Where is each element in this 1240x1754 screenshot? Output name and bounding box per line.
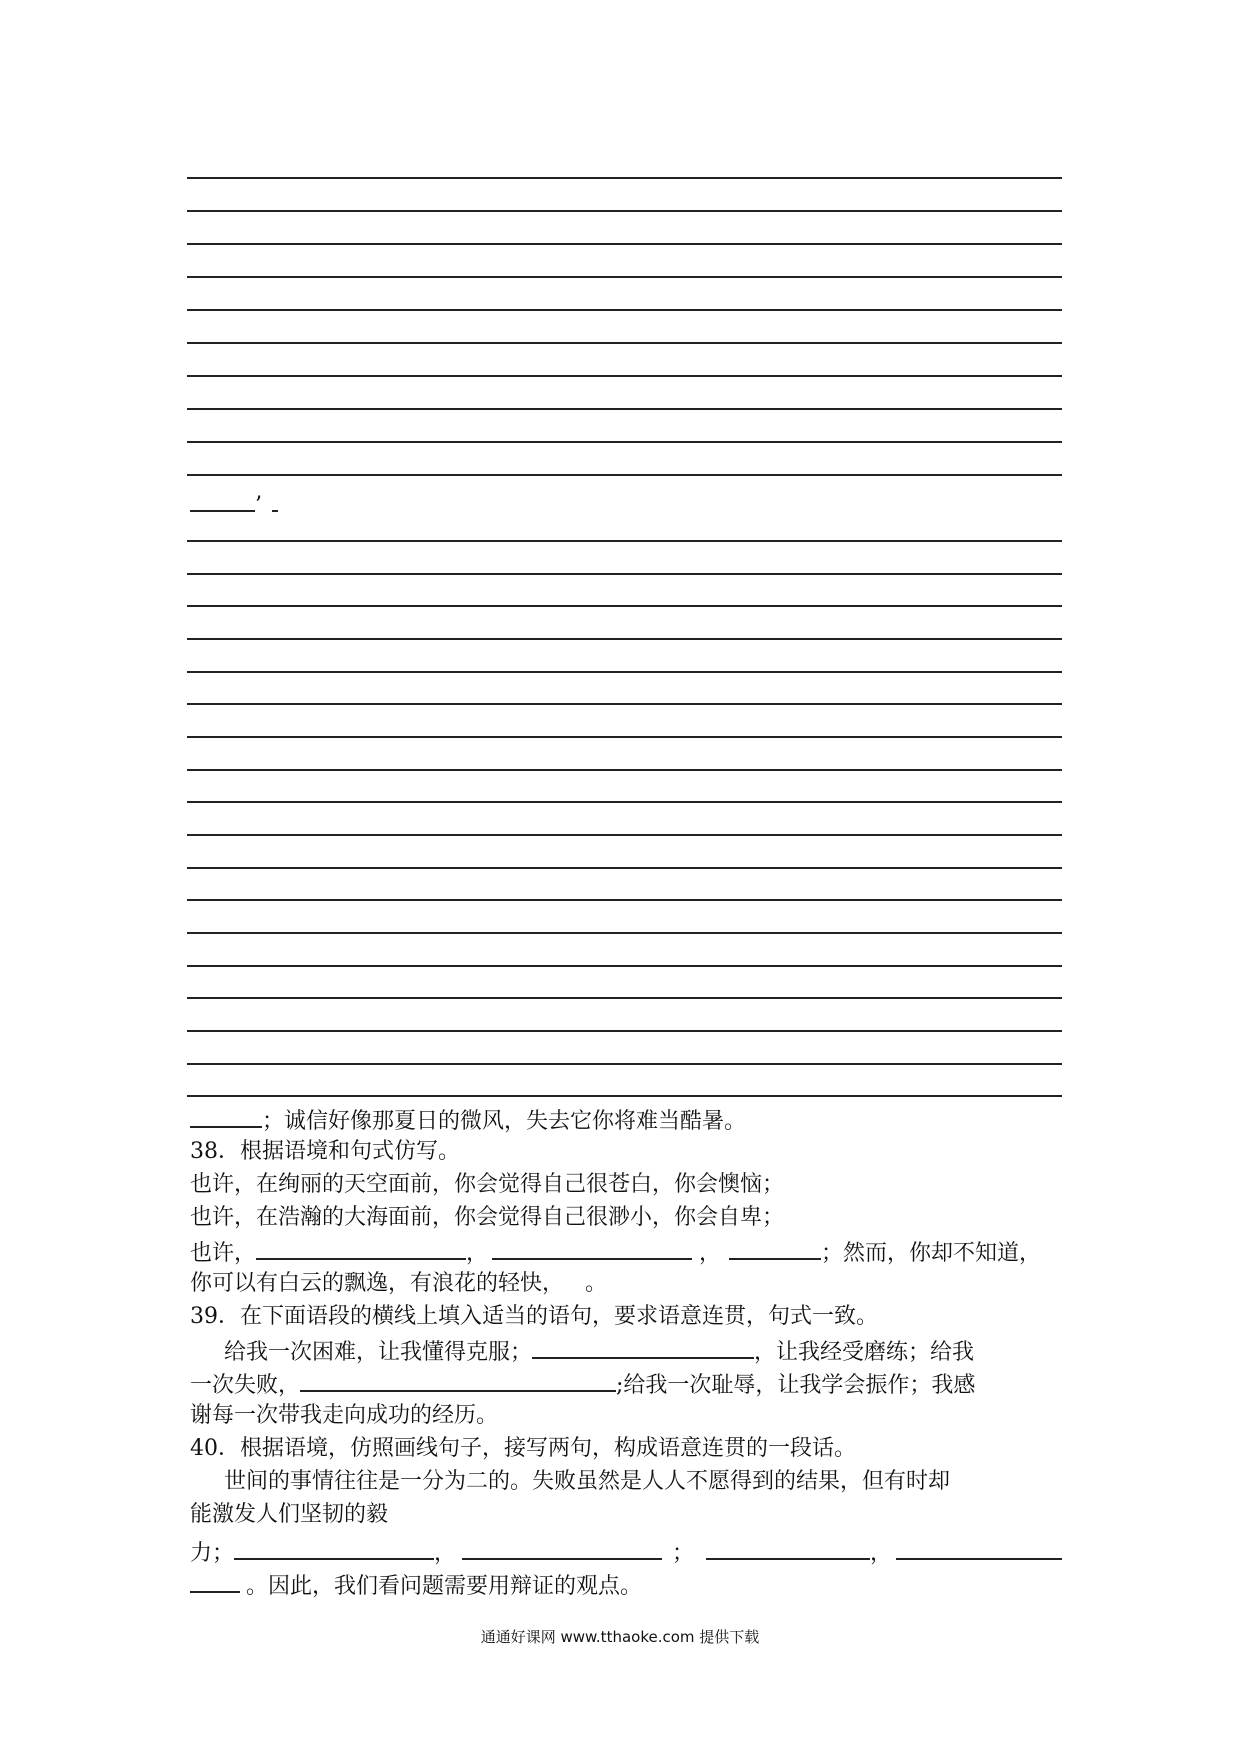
writing-line <box>187 1030 1062 1032</box>
writing-line <box>187 441 1062 443</box>
writing-line <box>187 408 1062 410</box>
semicolon: ； <box>672 1541 695 1566</box>
writing-line <box>187 638 1062 640</box>
q38-line-4-text: 你可以有白云的飘逸，有浪花的轻快， <box>190 1271 554 1296</box>
q38-line-3-start: 也许， <box>190 1241 257 1266</box>
answer-blank[interactable] <box>462 1536 662 1560</box>
writing-line <box>187 605 1062 607</box>
writing-line <box>187 834 1062 836</box>
writing-line <box>187 177 1062 179</box>
writing-line <box>187 1095 1062 1097</box>
q39-line-1-start: 给我一次困难，让我懂得克服； <box>224 1340 533 1365</box>
answer-blank[interactable] <box>190 1104 262 1128</box>
writing-line <box>187 899 1062 901</box>
writing-line <box>187 309 1062 311</box>
writing-line <box>187 769 1062 771</box>
short-mark <box>272 510 278 512</box>
writing-line <box>187 703 1062 705</box>
fragment-line-1 <box>190 488 278 521</box>
comma: ， <box>692 1241 722 1266</box>
writing-line <box>187 867 1062 869</box>
q38-line-4 <box>190 1269 607 1299</box>
answer-blank[interactable] <box>256 1236 466 1260</box>
writing-line <box>187 736 1062 738</box>
q38-line-1: 也许，在绚丽的天空面前，你会觉得自己很苍白，你会懊恼； <box>190 1172 785 1197</box>
answer-blank[interactable] <box>729 1236 821 1260</box>
comma: ， <box>466 1241 489 1266</box>
answer-blank[interactable] <box>706 1536 870 1560</box>
writing-line <box>187 540 1062 542</box>
writing-line <box>187 997 1062 999</box>
writing-line <box>187 243 1062 245</box>
writing-line <box>187 210 1062 212</box>
q39-line-1 <box>224 1335 974 1368</box>
writing-line <box>187 965 1062 967</box>
q39-line-3: 谢每一次带我走向成功的经历。 <box>190 1403 499 1428</box>
answer-blank[interactable] <box>532 1335 754 1359</box>
writing-line <box>187 932 1062 934</box>
q40-line-1: 世间的事情往往是一分为二的。失败虽然是人人不愿得到的结果，但有时却 <box>224 1469 951 1494</box>
q38-line-3 <box>190 1236 1041 1269</box>
writing-line <box>187 573 1062 575</box>
answer-blank[interactable] <box>190 488 255 512</box>
q38-line-3-end: ；然而，你却不知道， <box>821 1241 1042 1266</box>
writing-line <box>187 342 1062 344</box>
writing-line <box>187 375 1062 377</box>
answer-blank[interactable] <box>300 1368 616 1392</box>
q40-line-3-start: 力； <box>190 1541 235 1566</box>
q38-line-2: 也许，在浩瀚的大海面前，你会觉得自己很渺小，你会自卑； <box>190 1205 785 1230</box>
footer-credit: 通通好课网 www.tthaoke.com 提供下载 <box>480 1628 760 1646</box>
fragment-text: ；诚信好像那夏日的微风，失去它你将难当酷暑。 <box>262 1109 747 1134</box>
comma: ， <box>434 1541 457 1566</box>
writing-line <box>187 801 1062 803</box>
comma: ， <box>870 1541 893 1566</box>
q39-line-1-end: ，让我经受磨练；给我 <box>754 1340 975 1365</box>
q40-title: 40．根据语境，仿照画线句子，接写两句，构成语意连贯的一段话。 <box>190 1436 856 1461</box>
writing-line <box>187 474 1062 476</box>
writing-line <box>187 276 1062 278</box>
period: 。 <box>585 1271 608 1296</box>
q39-title: 39．在下面语段的横线上填入适当的语句，要求语意连贯，句式一致。 <box>190 1304 878 1329</box>
q40-line-3 <box>190 1536 1062 1569</box>
answer-blank[interactable] <box>492 1236 692 1260</box>
fragment-punct: ’ <box>255 493 262 518</box>
q40-line-4 <box>190 1569 642 1602</box>
answer-blank[interactable] <box>896 1536 1062 1560</box>
answer-blank[interactable] <box>234 1536 434 1560</box>
writing-line <box>187 671 1062 673</box>
writing-line <box>187 1063 1062 1065</box>
fragment-line-2 <box>190 1104 746 1137</box>
q39-line-2-start: 一次失败， <box>190 1373 301 1398</box>
q39-line-2 <box>190 1368 975 1401</box>
q39-line-2-end: ;给我一次耻辱，让我学会振作；我感 <box>616 1373 976 1398</box>
answer-blank[interactable] <box>190 1569 240 1593</box>
q40-line-4-end: 。因此，我们看问题需要用辩证的观点。 <box>246 1574 643 1599</box>
q38-title: 38．根据语境和句式仿写。 <box>190 1139 460 1164</box>
q40-line-2: 能激发人们坚韧的毅 <box>190 1502 389 1527</box>
